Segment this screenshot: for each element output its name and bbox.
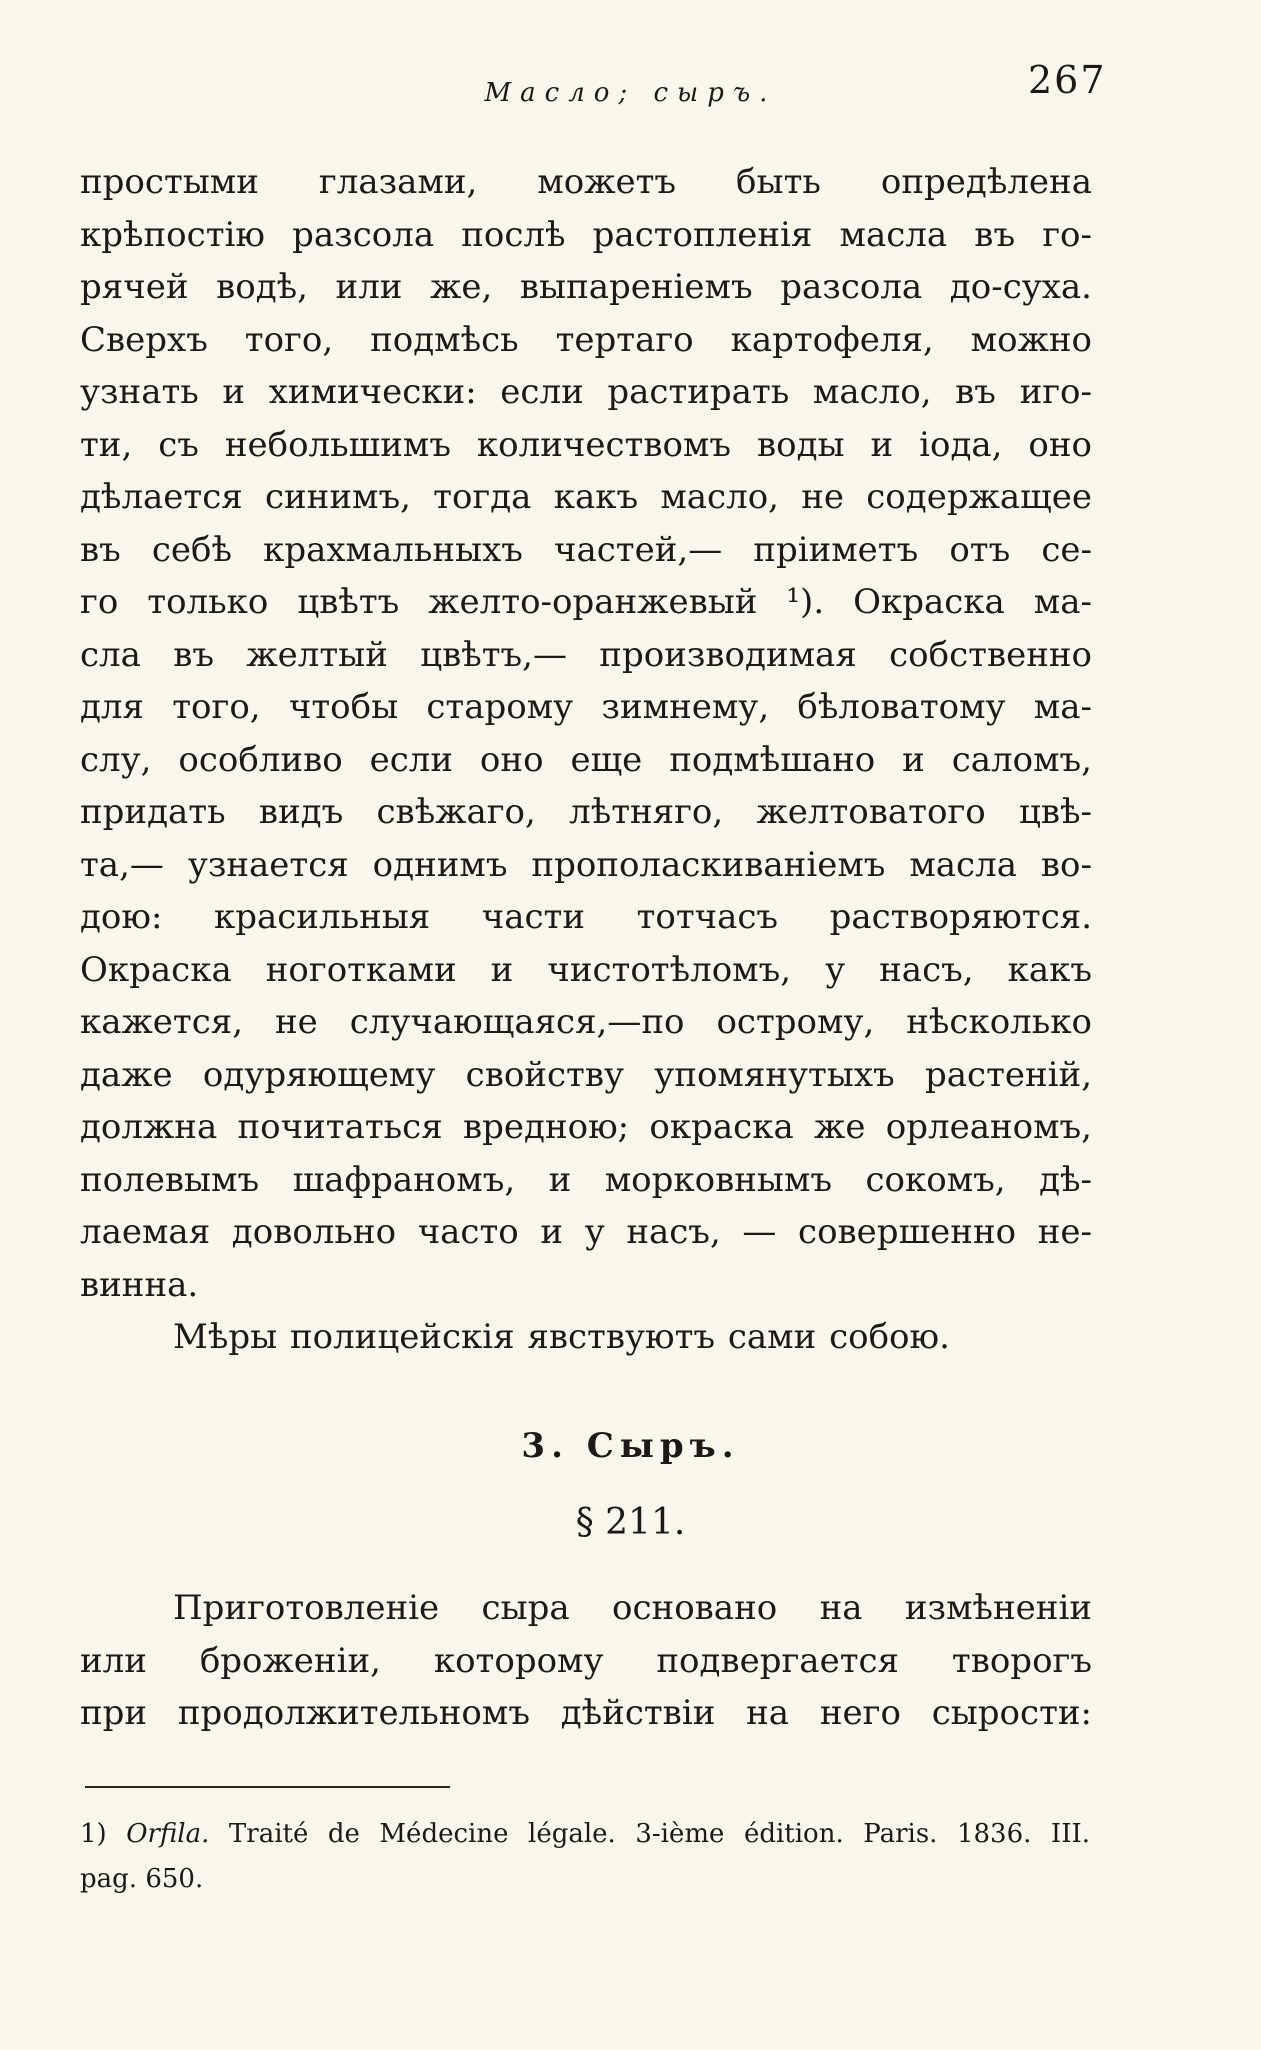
footnote-author: Orfila. [126, 1819, 210, 1849]
text-line: простыми глазами, можетъ быть опредѣлена [80, 162, 1092, 202]
text-line: винна. [80, 1264, 199, 1305]
text-line: дѣлается синимъ, тогда какъ масло, не содержащее [80, 477, 1092, 517]
footnote-continuation: pag. 650. [80, 1864, 204, 1894]
footnote-divider [85, 1786, 450, 1788]
text-line: Приготовленіе сыра основано на измѣненіи [173, 1588, 1092, 1628]
text-line: Сверхъ того, подмѣсь тертаго картофеля, можно [80, 319, 1092, 360]
text-line: крѣпостію разсола послѣ растопленія масла въ го- [80, 214, 1092, 255]
paragraph-cheese [80, 1582, 1092, 1740]
paragraph-police-measures: Мѣры полицейскія явствуютъ сами собою. [173, 1317, 950, 1357]
text-line: при продолжительномъ дѣйствіи на него сырости: [80, 1693, 1092, 1733]
text-line: го только цвѣтъ желто-оранжевый ¹). Окраска ма- [80, 582, 1092, 622]
paragraph-butter-adulteration [80, 156, 1092, 1364]
text-line: кажется, не случающаяся,—по острому, нѣсколько [80, 1002, 1092, 1042]
text-line: Окраска ноготками и чистотѣломъ, у насъ, какъ [80, 949, 1092, 990]
footnote-marker: 1) [80, 1819, 107, 1849]
text-line: дою: красильныя части тотчасъ растворяются. [80, 897, 1092, 937]
section-heading: 3. Сыръ. [521, 1426, 740, 1466]
text-line: узнать и химически: если растирать масло, въ иго- [80, 372, 1092, 412]
text-line: ти, съ небольшимъ количествомъ воды и іода, оно [80, 424, 1092, 465]
text-line: въ себѣ крахмальныхъ частей,— пріиметъ отъ се- [80, 529, 1092, 570]
text-line: полевымъ шафраномъ, и морковнымъ сокомъ, дѣ- [80, 1159, 1092, 1200]
text-line: даже одуряющему свойству упомянутыхъ растеній, [80, 1054, 1092, 1095]
text-line: или броженіи, которому подвергается творогъ [80, 1640, 1092, 1681]
text-line: та,— узнается однимъ прополаскиваніемъ масла во- [80, 844, 1092, 885]
page-number: 267 [1028, 58, 1107, 102]
text-line: слу, особливо если оно еще подмѣшано и саломъ, [80, 739, 1092, 780]
footnote-text: Traité de Médecine légale. 3-ième édition. Paris. 1836. III. [228, 1819, 1090, 1849]
running-head: Масло; сыръ. [484, 78, 777, 108]
text-line: для того, чтобы старому зимнему, бѣловатому ма- [80, 687, 1092, 727]
section-number: § 211. [575, 1502, 686, 1543]
text-line: сла въ желтый цвѣтъ,— производимая собственно [80, 634, 1092, 675]
text-line: должна почитаться вредною; окраска же орлеаномъ, [80, 1107, 1092, 1147]
text-line: лаемая довольно часто и у насъ, — совершенно не- [80, 1212, 1092, 1252]
text-line: рячей водѣ, или же, выпареніемъ разсола до-суха. [80, 267, 1092, 307]
text-line: придать видъ свѣжаго, лѣтняго, желтоватого цвѣ- [80, 792, 1092, 832]
footnote [80, 1812, 1090, 1902]
